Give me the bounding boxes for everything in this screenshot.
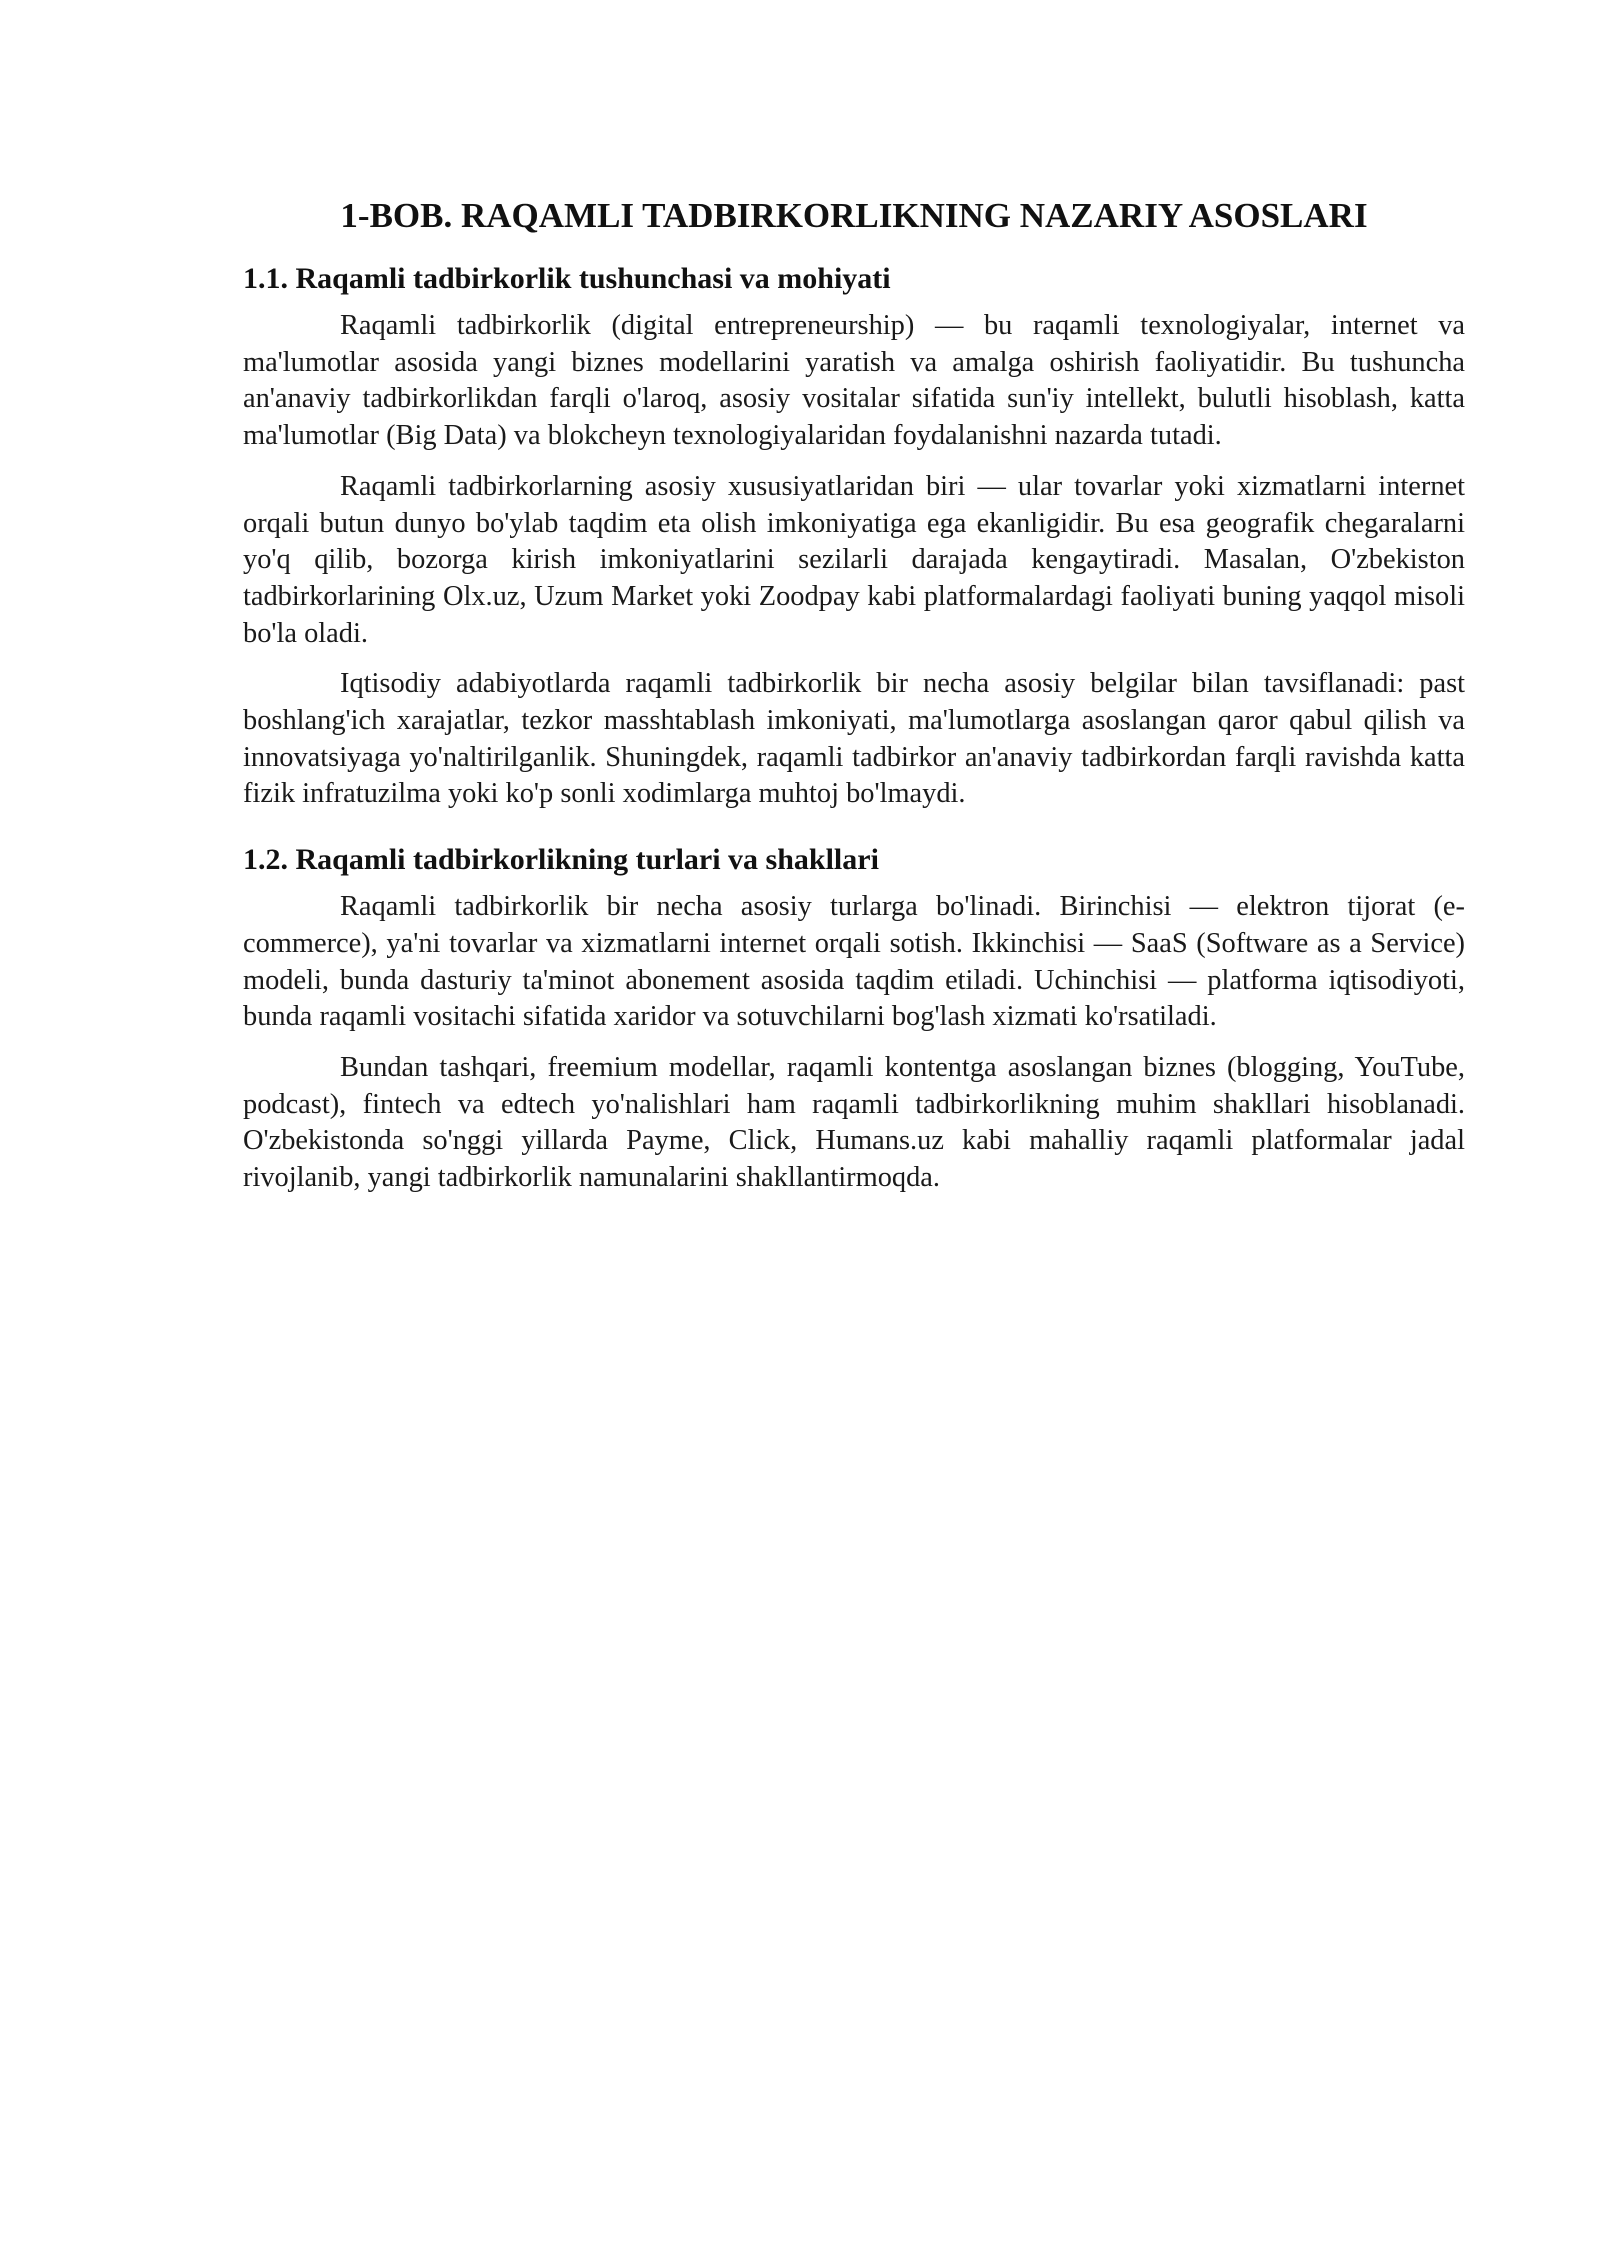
paragraph-1-2-2: Bundan tashqari, freemium modellar, raqamli kontentga asoslangan biznes (blogging, YouTube, podcast), fintech va edtech yo'nalishlari ham raqamli tadbirkorlikning muhim shakllari hisoblanadi. O'zbekistonda so'nggi yillarda Payme, Click, Humans.uz kabi mahalliy raqamli platformalar jadal rivojlanib, yangi tadbirkorlik namunalarini shakllantirmoqda. — [243, 1051, 1465, 1194]
chapter-title: 1-BOB. RAQAMLI TADBIRKORLIKNING NAZARIY ASOSLARI — [340, 196, 1368, 235]
section-title-1-2: 1.2. Raqamli tadbirkorlikning turlari va shakllari — [243, 843, 879, 877]
section-title-1-1: 1.1. Raqamli tadbirkorlik tushunchasi va mohiyati — [243, 262, 891, 295]
paragraph-1-2-1: Raqamli tadbirkorlik bir necha asosiy turlarga bo'linadi. Birinchisi — elektron tijorat (e-commerce), ya'ni tovarlar va xizmatlarni internet orqali sotish. Ikkinchisi — SaaS (Software as a Service) modeli, bunda dasturiy ta'minot abonement asosida taqdim etiladi. Uchinchisi — platforma iqtisodiyoti, bunda raqamli vositachi sifatida xaridor va sotuvchilarni bog'lash xizmati ko'rsatiladi. — [243, 891, 1465, 1033]
document-body — [243, 192, 1465, 1211]
paragraph-1-1-2: Raqamli tadbirkorlarning asosiy xususiyatlaridan biri — ular tovarlar yoki xizmatlarni internet orqali butun dunyo bo'ylab taqdim eta olish imkoniyatiga ega ekanligidir. Bu esa geografik chegaralarni yo'q qilib, bozorga kirish imkoniyatlarini sezilarli darajada kengaytiradi. Masalan, O'zbekiston tadbirkorlarining Olx.uz, Uzum Market yoki Zoodpay kabi platformalardagi faoliyati buning yaqqol misoli bo'la oladi. — [243, 470, 1465, 649]
paragraph-1-1-3: Iqtisodiy adabiyotlarda raqamli tadbirkorlik bir necha asosiy belgilar bilan tavsiflanadi: past boshlang'ich xarajatlar, tezkor masshtablash imkoniyati, ma'lumotlarga asoslangan qaror qabul qilish va innovatsiyaga yo'naltirilganlik. Shuningdek, raqamli tadbirkor an'anaviy tadbirkordan farqli ravishda katta fizik infratuzilma yoki ko'p sonli xodimlarga muhtoj bo'lmaydi. — [243, 668, 1465, 810]
paragraph-1-1-1: Raqamli tadbirkorlik (digital entrepreneurship) — bu raqamli texnologiyalar, internet va ma'lumotlar asosida yangi biznes modellarini yaratish va amalga oshirish faoliyatidir. Bu tushuncha an'anaviy tadbirkorlikdan farqli o'laroq, asosiy vositalar sifatida sun'iy intellekt, bulutli hisoblash, katta ma'lumotlar (Big Data) va blokcheyn texnologiyalaridan foydalanishni nazarda tutadi. — [243, 310, 1465, 452]
